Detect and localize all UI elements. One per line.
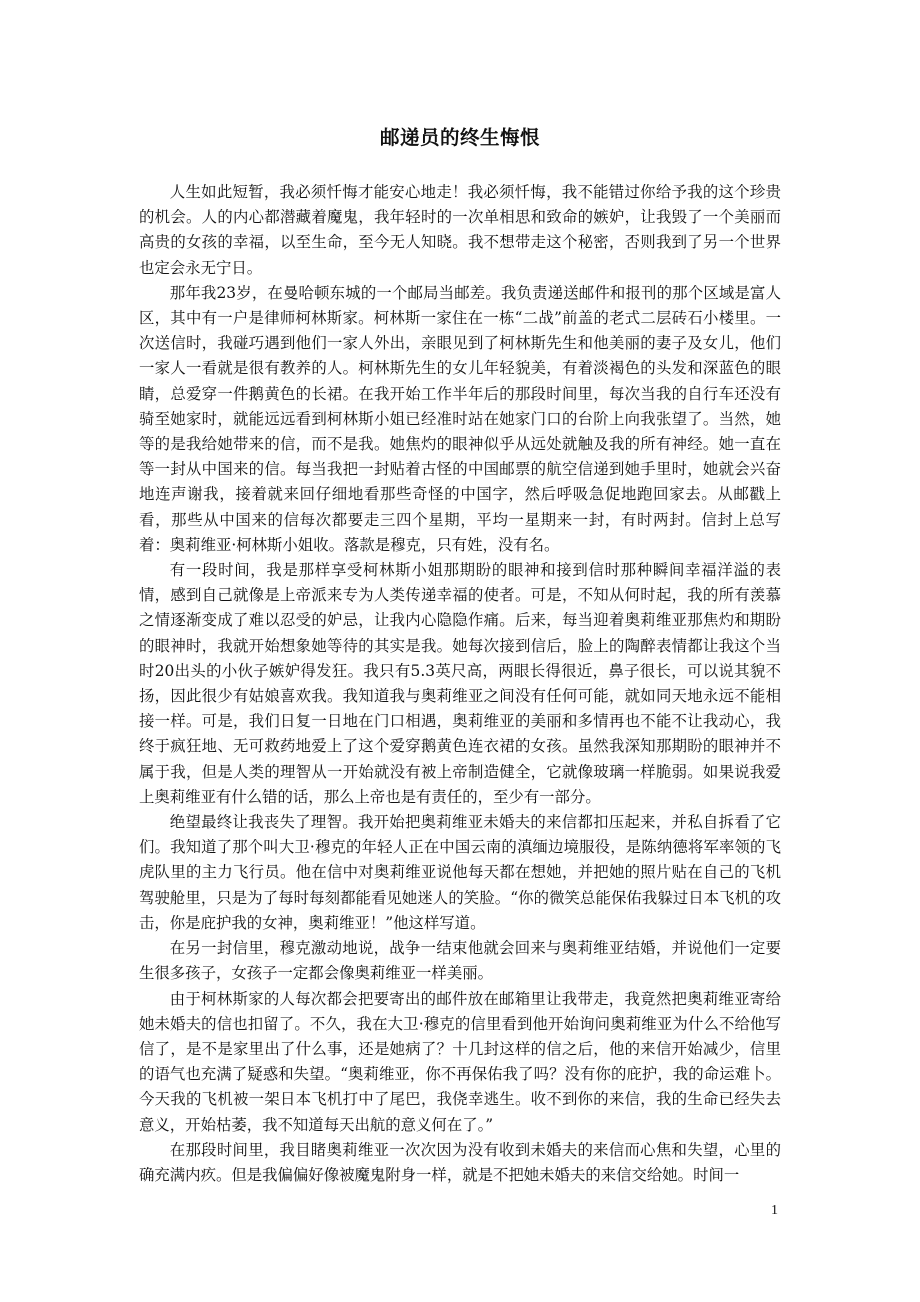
paragraph-1: 人生如此短暂，我必须忏悔才能安心地走！我必须忏悔，我不能错过你给予我的这个珍贵的机会。人的内心都潜藏着魔鬼，我年轻时的一次单相思和致命的嫉妒，让我毁了一个美丽而高贵的女孩的幸福，以至生命，至今无人知晓。我不想带走这个秘密，否则我到了另一个世界也定会永无宁日。 <box>139 183 781 277</box>
paragraph-4: 绝望最终让我丧失了理智。我开始把奥莉维亚未婚夫的来信都扣压起来，并私自拆看了它们。我知道了那个叫大卫·穆克的年轻人正在中国云南的滇缅边境服役，是陈纳德将军率领的飞虎队里的主力飞行员。他在信中对奥莉维亚说他每天都在想她，并把她的照片贴在自己的飞机驾驶舱里，只是为了每时每刻都能看见她迷人的笑脸。“你的微笑总能保佑我躲过日本飞机的攻击，你是庇护我的女神，奥莉维亚！”他这样写道。 <box>139 813 781 932</box>
article-body <box>139 180 781 1188</box>
paragraph-6: 由于柯林斯家的人每次都会把要寄出的邮件放在邮箱里让我带走，我竟然把奥莉维亚寄给她未婚夫的信也扣留了。不久，我在大卫·穆克的信里看到他开始询问奥莉维亚为什么不给他写信了，是不是家里出了什么事，还是她病了？十几封这样的信之后，他的来信开始减少，信里的语气也充满了疑惑和失望。“奥莉维亚，你不再保佑我了吗？没有你的庇护，我的命运难卜。今天我的飞机被一架日本飞机打中了尾巴，我侥幸逃生。收不到你的来信，我的生命已经失去意义，开始枯萎，我不知道每天出航的意义何在了。” <box>139 989 781 1134</box>
article-title: 邮递员的终生悔恨 <box>379 126 540 149</box>
paragraph-7: 在那段时间里，我目睹奥莉维亚一次次因为没有收到未婚夫的来信而心焦和失望，心里的确充满内疚。但是我偏偏好像被魔鬼附身一样，就是不把她未婚夫的来信交给她。时间一 <box>139 1140 781 1184</box>
paragraph-3: 有一段时间，我是那样享受柯林斯小姐那期盼的眼神和接到信时那种瞬间幸福洋溢的表情，感到自己就像是上帝派来专为人类传递幸福的使者。可是，不知从何时起，我的所有羡慕之情逐渐变成了难以忍受的妒忌，让我内心隐隐作痛。后来，每当迎着奥莉维亚那焦灼和期盼的眼神时，我就开始想象她等待的其实是我。她每次接到信后，脸上的陶醉表情都让我这个当时20出头的小伙子嫉妒得发狂。我只有5.3英尺高，两眼长得很近，鼻子很长，可以说其貌不扬，因此很少有姑娘喜欢我。我知道我与奥莉维亚之间没有任何可能，就如同天地永远不能相接一样。可是，我们日复一日地在门口相遇，奥莉维亚的美丽和多情再也不能不让我动心，我终于疯狂地、无可救药地爱上了这个爱穿鹅黄色连衣裙的女孩。虽然我深知那期盼的眼神并不属于我，但是人类的理智从一开始就没有被上帝制造健全，它就像玻璃一样脆弱。如果说我爱上奥莉维亚有什么错的话，那么上帝也是有责任的，至少有一部分。 <box>139 561 781 806</box>
page-number: 1 <box>771 1203 778 1218</box>
paragraph-2: 那年我23岁，在曼哈顿东城的一个邮局当邮差。我负责递送邮件和报刊的那个区域是富人区，其中有一户是律师柯林斯家。柯林斯一家住在一栋“二战”前盖的老式二层砖石小楼里。一次送信时，我碰巧遇到他们一家人外出，亲眼见到了柯林斯先生和他美丽的妻子及女儿，他们一家人一看就是很有教养的人。柯林斯先生的女儿年轻貌美，有着淡褐色的头发和深蓝色的眼睛，总爱穿一件鹅黄色的长裙。在我开始工作半年后的那段时间里，每次当我的自行车还没有骑至她家时，就能远远看到柯林斯小姐已经准时站在她家门口的台阶上向我张望了。当然，她等的是我给她带来的信，而不是我。她焦灼的眼神似乎从远处就触及我的所有神经。她一直在等一封从中国来的信。每当我把一封贴着古怪的中国邮票的航空信递到她手里时，她就会兴奋地连声谢我，接着就来回仔细地看那些奇怪的中国字，然后呼吸急促地跑回家去。从邮戳上看，那些从中国来的信每次都要走三四个星期，平均一星期来一封，有时两封。信封上总写着：奥莉维亚·柯林斯小姐收。落款是穆克，只有姓，没有名。 <box>139 283 781 554</box>
paragraph-5: 在另一封信里，穆克激动地说，战争一结束他就会回来与奥莉维亚结婚，并说他们一定要生很多孩子，女孩子一定都会像奥莉维亚一样美丽。 <box>139 939 781 983</box>
